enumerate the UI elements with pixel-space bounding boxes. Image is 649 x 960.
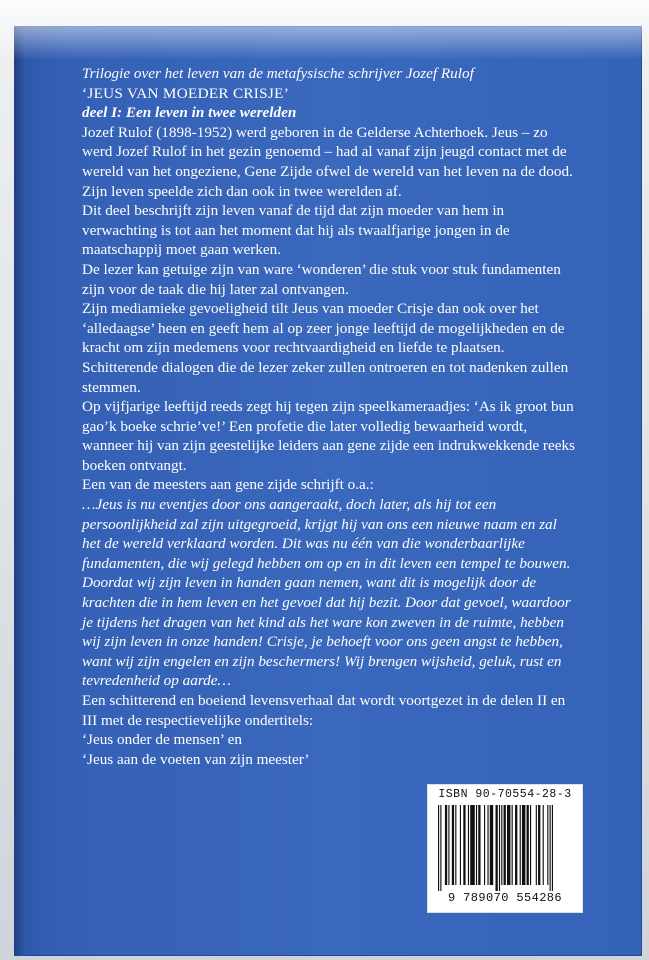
barcode-bar [452, 805, 454, 885]
barcode-bar [487, 805, 488, 885]
subtitle-part-3: ‘Jeus aan de voeten van zijn meester’ [82, 750, 310, 768]
barcode-bar [460, 805, 461, 885]
barcode-bar [478, 805, 480, 885]
barcode-bar [538, 805, 540, 885]
barcode-bar [527, 805, 529, 885]
barcode-bar [507, 805, 510, 885]
barcode-bar [530, 805, 531, 885]
closing-paragraph: Een schitterend en boeiend levensverhaal dat wordt voortgezet in de delen II en III met de respectievelijke ondertitels: [82, 692, 566, 729]
barcode-bar [476, 805, 477, 885]
barcode-bar [520, 805, 521, 885]
subtitle-part-2: ‘Jeus onder de mensen’ en [82, 731, 242, 749]
book-spine-edge [14, 26, 24, 956]
barcode-bar [515, 805, 517, 885]
barcode-bar [536, 805, 537, 885]
paragraph-wonders: De lezer kan getuige zijn van ware ‘wonderen’ die stuk voor stuk fundamenten zijn voor de taak die hij later zal ontvangen. [82, 260, 561, 298]
barcode-bar [504, 805, 506, 885]
barcode-bar [501, 805, 502, 885]
barcode-bars [438, 805, 578, 891]
part-title: deel I: Een leven in twee werelden [82, 104, 297, 122]
barcode-bar [455, 805, 456, 885]
barcode-bar [438, 805, 439, 891]
barcode-bar [499, 805, 500, 891]
barcode-bar [440, 805, 441, 891]
barcode-bar [468, 805, 469, 885]
barcode-bar [470, 805, 475, 885]
isbn-number: ISBN 90-70554-28-3 [438, 788, 572, 801]
barcode-bar [512, 805, 513, 885]
barcode-bar [448, 805, 449, 885]
barcode-bar [552, 805, 553, 891]
barcode-bar [522, 805, 525, 885]
paragraph-sensitivity: Zijn mediamieke gevoeligheid tilt Jeus van moeder Crisje dan ook over het ‘alledaagse’ heen en geeft hem al op zeer jonge leeftijd de mogelijkheden en de kracht om zijn medemens voor rechtvaardigheid en liefde te plaatsen. [82, 300, 565, 357]
barcode-bar [445, 805, 447, 885]
barcode-bar [547, 805, 548, 885]
book-title: ‘JEUS VAN MOEDER CRISJE’ [82, 84, 290, 102]
barcode-bar [463, 805, 465, 885]
plastic-sheen [0, 0, 649, 60]
paragraph-description: Dit deel beschrijft zijn leven vanaf de tijd dat zijn moeder van hem in verwachting is tot aan het moment dat hij als twaalfjarige jongen in de maatschappij moet gaan werken. [82, 202, 510, 259]
paragraph-intro: Jozef Rulof (1898-1952) werd geboren in de Gelderse Achterhoek. Jeus – zo werd Jozef Rulof in het gezin genoemd – had al vanaf zijn jeugd contact met de wereld van het ongeziene, Gene Zijde ofwel de wereld van het leven na de dood. Zijn leven speelde zich dan ook in twee werelden af. [82, 123, 573, 200]
barcode-label [427, 784, 583, 913]
paragraph-prophecy: Op vijfjarige leeftijd reeds zegt hij tegen zijn speelkameraadjes: ‘As ik groot bun gao’k boeke schrie’ve!’ Een profetie die later volledig bewaarheid wordt, wanneer hij van zijn geestelijke leiders aan gene zijde een indrukwekkende reeks boeken ontvangt. [82, 398, 575, 474]
ean-digits: 9 789070 554286 [447, 891, 563, 905]
barcode-bar [543, 805, 544, 885]
barcode-bar [490, 805, 493, 885]
series-line: Trilogie over het leven van de metafysische schrijver Jozef Rulof [82, 65, 474, 82]
barcode-bar [496, 805, 498, 891]
masters-intro: Een van de meesters aan gene zijde schrijft o.a.: [82, 476, 374, 494]
master-quote: …Jeus is nu eventjes door ons aangeraakt, doch later, als hij tot een persoonlijkheid zal zijn uitgegroeid, krijgt hij van ons een nieuwe naam en zal het de wereld verklaard worden. Dit was nu één van die wonderbaarlijke fundamenten, die wij gelegd hebben om op en in dit leven een tempel te bouwen. Doordat wij zijn leven in handen gaan nemen, want dit is mogelijk door de krachten die in hem leven en het gevoel dat hij bezit. Door dat gevoel, waardoor je tijdens het dragen van het kind als het ware kon zweven in de ruimte, hebben wij zijn leven in onze handen! Crisje, je behoeft voor ons geen angst te hebben, want wij zijn engelen en zijn beschermers! Wij brengen wijsheid, geluk, rust en tevredenheid op aarde… [82, 496, 571, 690]
paragraph-dialogues: Schitterende dialogen die de lezer zeker zullen ontroeren en tot nadenken zullen stemmen. [82, 358, 569, 396]
barcode-bar [484, 805, 485, 885]
back-cover-text [82, 64, 577, 769]
barcode-bar [550, 805, 551, 891]
